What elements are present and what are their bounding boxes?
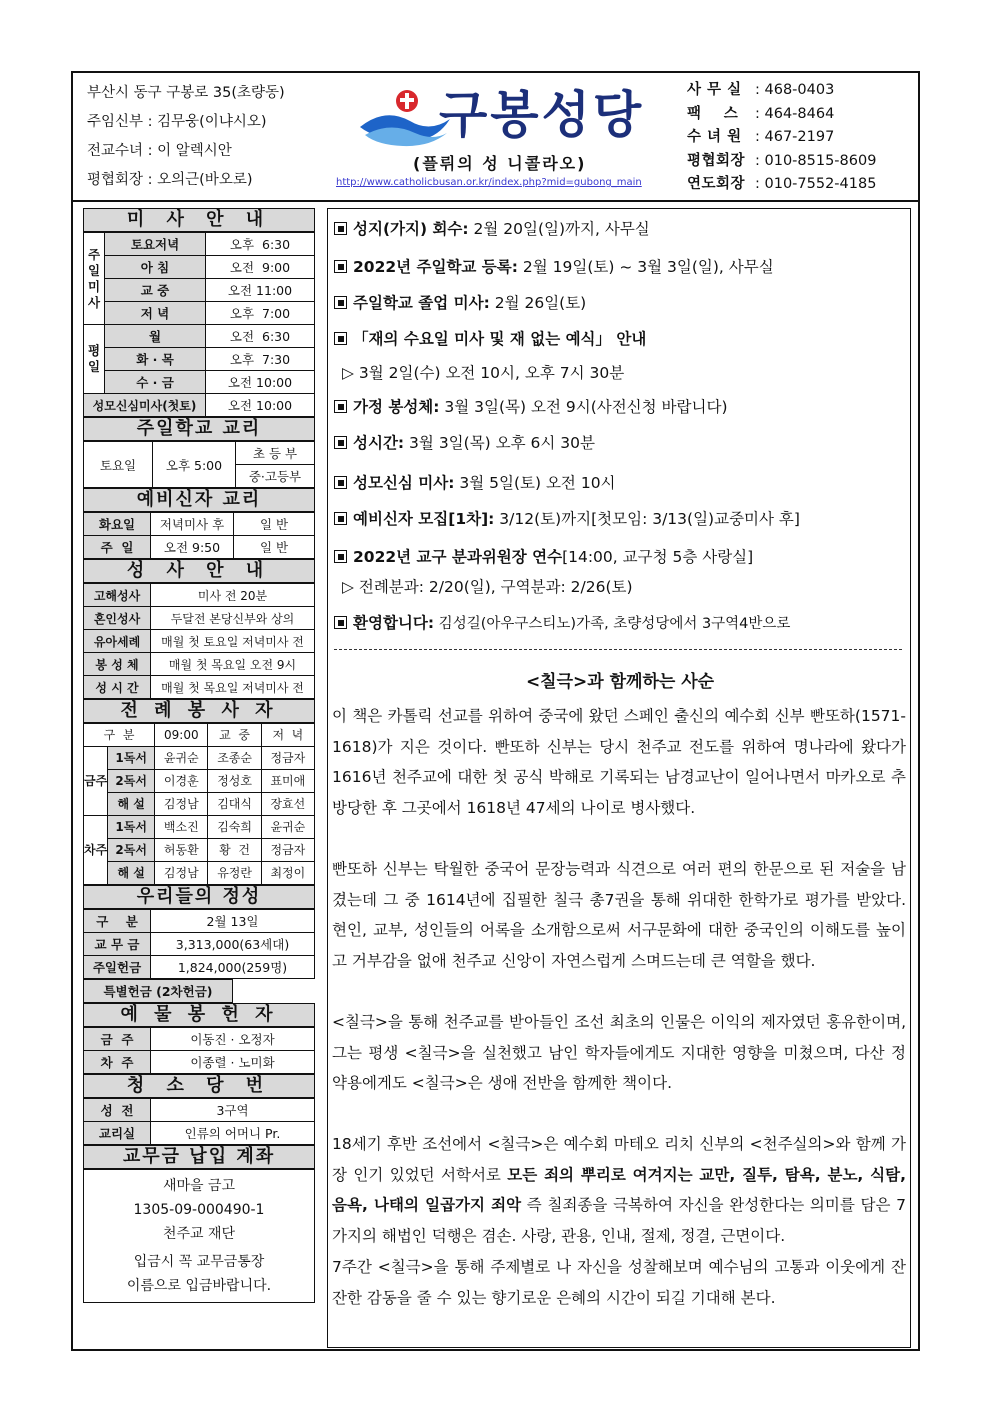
mass-section-title: 미 사 안 내 xyxy=(83,208,315,232)
contact-row: 사 무 실 : 468-0403 xyxy=(687,82,835,98)
address: 부산시 동구 구봉로 35(초량동) xyxy=(87,85,285,101)
header xyxy=(73,73,918,200)
sister: 전교수녀 : 이 알렉시안 xyxy=(87,143,232,159)
notice-item: 2022년 주일학교 등록: 2월 19일(토) ~ 3월 3일(일), 사무실 xyxy=(334,255,774,277)
article-paragraph: 18세기 후반 조선에서 <칠극>은 예수회 마테오 리치 신부의 <천주실의>와 함께 가장 인기 있었던 서학서로 모든 죄의 뿌리로 여겨지는 교만, 질투, 탐욕, 분노, 식탐, 음욕, 나태의 일곱가지 죄악 즉 칠죄종을 극복하여 자신을 완성한다는 의미를 담은 7가지의 해법인 덕행은 겸손. 사랑, 관용, 인내, 절제, 정결, 근면이다. xyxy=(332,1135,906,1245)
notice-item: 예비신자 모집[1차]: 3/12(토)까지[첫모임: 3/13(일)교중미사 후] xyxy=(334,507,800,529)
sacrament-title: 성 사 안 내 xyxy=(83,559,315,583)
notice-item: 「재의 수요일 미사 및 재 없는 예식」 안내 xyxy=(334,327,646,349)
article-paragraph: 7주간 <칠극>을 통해 주제별로 나 자신을 성찰해보며 예수님의 고통과 이웃에게 잔잔한 감동을 줄 수 있는 향기로운 은혜의 시간이 되길 기대해 본다. xyxy=(332,1258,906,1307)
liturgy-table: 구 분 09:00 교 중 저 녁 금주 1독서 윤귀순 조종순 정금자 2독서 이경훈 정성호 표미애 해 설 김정남 김대식 장효선 차주 1독서 백소진 김숙희 윤귀순 2독서 허동환 황 건 정금자 해 설 김정남 유정란 최정이 xyxy=(83,723,315,885)
bullet-icon xyxy=(334,296,347,309)
account-box: 새마을 금고 1305-09-000490-1 천주교 재단 입금시 꼭 교무금통장 이름으로 입금바랍니다. xyxy=(83,1169,315,1303)
bullet-icon xyxy=(334,436,347,449)
notice-item: 성시간: 3월 3일(목) 오후 6시 30분 xyxy=(334,431,595,453)
catechumen-title: 예비신자 교리 xyxy=(83,488,315,512)
offering-title: 우리들의 정성 xyxy=(83,885,315,909)
catechumen-table: 화요일 저녁미사 후 일 반 주 일 오전 9:50 일 반 xyxy=(83,512,315,559)
sunday-label: 주 일 미 사 xyxy=(84,233,105,325)
cleaning-title: 청 소 당 번 xyxy=(83,1074,315,1098)
cleaning-table: 성 전 3구역 교리실 인류의 어머니 Pr. xyxy=(83,1098,315,1145)
notice-column xyxy=(327,208,911,1348)
notice-item: 환영합니다: 김성길(아우구스티노)가족, 초량성당에서 3구역4반으로 xyxy=(334,611,790,633)
bullet-icon xyxy=(334,332,347,345)
bullet-icon xyxy=(334,400,347,413)
contact-list xyxy=(687,79,876,197)
weekday-label: 평 일 xyxy=(84,325,105,394)
sunday-school-table: 토요일 오후 5:00 초 등 부 중·고등부 xyxy=(83,441,315,488)
header-divider xyxy=(71,200,920,202)
website-link[interactable]: http://www.catholicbusan.or.kr/index.php?mid=gubong_main xyxy=(336,177,642,188)
contact-row: 수 녀 원 : 467-2197 xyxy=(687,129,835,146)
contact-row: 연도회장 : 010-7552-4185 xyxy=(687,176,877,193)
sunday-school-title: 주일학교 교리 xyxy=(83,417,315,441)
bullet-icon xyxy=(334,512,347,525)
sub-note: ▷ 3월 2일(수) 오전 10시, 오후 7시 30분 xyxy=(342,364,625,382)
notice-item: 주일학교 졸업 미사: 2월 26일(토) xyxy=(334,291,586,313)
donors-table: 금 주 이동진 · 오정자 차 주 이종렬 · 노미화 xyxy=(83,1027,315,1074)
article-paragraph: 이 책은 카톨릭 선교를 위하여 중국에 왔던 스페인 출신의 예수회 신부 빤또하(1571-1618)가 지은 것이다. 빤또하 신부는 당시 천주교 전도를 위하여 명나라에 왔다가 1616년 천주교에 대한 첫 공식 박해로 기록되는 남경교난이 일어나면서 마카오로 추방당한 후 그곳에서 1618년 47세의 나이로 병사했다. xyxy=(332,707,906,817)
article-paragraph: 빤또하 신부는 탁월한 중국어 문장능력과 식견으로 여러 편의 한문으로 된 저술을 남겼는데 그 중 1614년에 집필한 칠극 총7권을 통해 위대한 한학가로 평가를 받았다. 현인, 교부, 성인들의 어록을 소개함으로써 서구문화에 대한 중국인의 이해도를 높이고 거부감을 없애 천주교 신앙이 자연스럽게 스며드는데 큰 역할을 했다. xyxy=(332,860,906,970)
left-column xyxy=(83,208,315,1303)
contact-row: 팩 스 : 464-8464 xyxy=(687,105,835,122)
bullet-icon xyxy=(334,260,347,273)
notice-item: 성지(가지) 회수: 2월 20일(일)까지, 사무실 xyxy=(334,217,650,239)
church-title: 구봉성당 xyxy=(439,86,645,144)
article-paragraph: <칠극>을 통해 천주교를 받아들인 조선 최초의 인물은 이익의 제자였던 홍유한이며, 그는 평생 <칠극>을 실천했고 남인 학자들에게도 지대한 영향을 미쳤으며, 다산 정약용에게도 <칠극>은 생애 전반을 함께한 책이다. xyxy=(332,1013,906,1092)
header-info xyxy=(87,79,285,195)
sacrament-table: 고해성사 미사 전 20분 혼인성사 두달전 본당신부와 상의 유아세례 매월 첫 토요일 저녁미사 전 봉 성 체 매월 첫 목요일 오전 9시 성 시 간 매월 첫 목요일 저녁미사 전 xyxy=(83,583,315,699)
church-subtitle: (플뤼의 성 니콜라오) xyxy=(413,154,587,173)
bullet-icon xyxy=(334,550,347,563)
sub-note: ▷ 전례분과: 2/20(일), 구역분과: 2/26(토) xyxy=(342,578,633,596)
notice-item: 2022년 교구 분과위원장 연수[14:00, 교구청 5층 사랑실] xyxy=(334,545,753,567)
mass-table: 주 일 미 사 토요저녁 오후 6:30 아 침 오전 9:00 교 중 오전 11:00 저 녁 오후 7:00 평 일 월 오전 6:30 화 · 목 오후 7:30 수 · 금 오전 10:00 성모신심미사(첫토) 오전 10:00 xyxy=(83,232,315,417)
pastor: 주임신부 : 김무웅(이냐시오) xyxy=(87,114,267,130)
contact-row: 평협회장 : 010-8515-8609 xyxy=(687,152,877,169)
dashed-divider xyxy=(334,649,902,650)
bullet-icon xyxy=(334,222,347,235)
notice-item: 성모신심 미사: 3월 5일(토) 오전 10시 xyxy=(334,471,616,493)
bullet-icon xyxy=(334,476,347,489)
notice-item: 가정 봉성체: 3월 3일(목) 오전 9시(사전신청 바랍니다) xyxy=(334,395,728,417)
account-title: 교무금 납입 계좌 xyxy=(83,1145,315,1169)
article-title: <칠극>과 함께하는 사순 xyxy=(525,672,715,692)
donors-title: 예 물 봉 헌 자 xyxy=(83,1003,315,1027)
bullet-icon xyxy=(334,616,347,629)
special-offering: 특별헌금 (2차헌금) xyxy=(83,979,233,1003)
council: 평협회장 : 오의근(바오로) xyxy=(87,172,253,188)
liturgy-title: 전 례 봉 사 자 xyxy=(83,699,315,723)
offering-table: 구 분 2월 13일 교 무 금 3,313,000(63세대) 주일헌금 1,824,000(259명) xyxy=(83,909,315,979)
